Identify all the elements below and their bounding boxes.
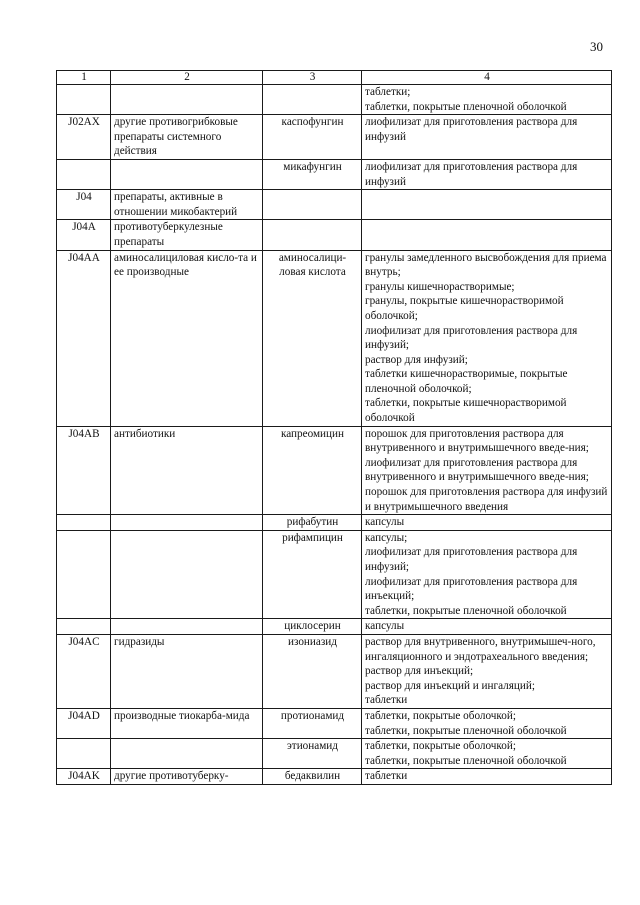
- dosage-form: таблетки, покрытые оболочкой;: [365, 740, 516, 753]
- dosage-form: раствор для инъекций;: [365, 665, 474, 678]
- drug-name-cell: бедаквилин: [263, 769, 362, 785]
- dosage-forms-cell: [362, 220, 612, 250]
- drug-name-cell: этионамид: [263, 739, 362, 769]
- drug-name-cell: протионамид: [263, 708, 362, 738]
- column-header-4: 4: [362, 71, 612, 85]
- atc-code-cell: [57, 530, 111, 619]
- drug-group-cell: [111, 159, 263, 189]
- drug-group-cell: другие противогрибковые препараты системного действия: [111, 115, 263, 160]
- atc-code-cell: J02AX: [57, 115, 111, 160]
- dosage-forms-cell: [362, 530, 612, 619]
- atc-code-cell: J04AK: [57, 769, 111, 785]
- dosage-form: гранулы, покрытые кишечнорастворимой оболочкой;: [365, 295, 564, 322]
- atc-code-cell: J04AB: [57, 426, 111, 515]
- dosage-form: лиофилизат для приготовления раствора для инфузий;: [365, 546, 578, 573]
- dosage-form: таблетки, покрытые пленочной оболочкой: [365, 724, 567, 737]
- dosage-forms-cell: [362, 515, 612, 531]
- dosage-form: лиофилизат для приготовления раствора для инфузий: [365, 116, 578, 143]
- atc-code-cell: J04AD: [57, 708, 111, 738]
- drug-group-cell: [111, 739, 263, 769]
- drug-name-cell: [263, 85, 362, 115]
- dosage-form: порошок для приготовления раствора для инфузий и внутримышечного введения: [365, 486, 608, 513]
- atc-code-cell: J04A: [57, 220, 111, 250]
- dosage-form: таблетки, покрытые кишечнорастворимой оболочкой: [365, 397, 567, 425]
- drug-name-cell: каспофунгин: [263, 115, 362, 160]
- dosage-forms-cell: [362, 739, 612, 769]
- dosage-form: таблетки, покрытые оболочкой;: [365, 709, 516, 722]
- table-header-row: [57, 71, 612, 85]
- dosage-forms-cell: [362, 426, 612, 515]
- table-row: [57, 115, 612, 160]
- column-header-3: 3: [263, 71, 362, 85]
- table-row: [57, 515, 612, 531]
- dosage-form: лиофилизат для приготовления раствора для инфузий;: [365, 324, 578, 352]
- dosage-forms-cell: [362, 619, 612, 635]
- drug-name-cell: [263, 220, 362, 250]
- drug-group-cell: [111, 515, 263, 531]
- table-row: [57, 634, 612, 708]
- drug-group-cell: [111, 619, 263, 635]
- drug-table: [56, 70, 612, 785]
- table-row: [57, 426, 612, 515]
- dosage-form: лиофилизат для приготовления раствора для внутривенного и внутримышечного введе-ния;: [365, 456, 589, 484]
- drug-name-cell: [263, 190, 362, 220]
- drug-group-cell: производные тиокарба-мида: [111, 708, 263, 738]
- drug-group-cell: гидразиды: [111, 634, 263, 708]
- dosage-form: лиофилизат для приготовления раствора для инъекций;: [365, 575, 578, 603]
- atc-code-cell: J04AC: [57, 634, 111, 708]
- dosage-form: таблетки, покрытые пленочной оболочкой: [365, 754, 567, 767]
- dosage-forms-cell: [362, 159, 612, 189]
- dosage-form: гранулы кишечнорастворимые;: [365, 280, 515, 293]
- dosage-form: таблетки, покрытые пленочной оболочкой: [365, 100, 567, 113]
- dosage-form: капсулы: [365, 516, 405, 529]
- dosage-form: капсулы: [365, 620, 405, 633]
- dosage-form: таблетки кишечнорастворимые, покрытые пленочной оболочкой;: [365, 368, 568, 395]
- drug-group-cell: [111, 530, 263, 619]
- atc-code-cell: J04: [57, 190, 111, 220]
- dosage-form: таблетки: [365, 770, 408, 783]
- dosage-forms-cell: [362, 85, 612, 115]
- dosage-form: таблетки: [365, 694, 408, 707]
- drug-name-cell: циклосерин: [263, 619, 362, 635]
- dosage-forms-cell: [362, 250, 612, 426]
- dosage-forms-cell: [362, 115, 612, 160]
- drug-group-cell: [111, 85, 263, 115]
- table-row: [57, 619, 612, 635]
- atc-code-cell: [57, 619, 111, 635]
- dosage-form: гранулы замедленного высвобождения для приема внутрь;: [365, 251, 607, 279]
- page-number: 30: [590, 39, 603, 54]
- dosage-form: таблетки, покрытые пленочной оболочкой: [365, 604, 567, 617]
- drug-name-cell: капреомицин: [263, 426, 362, 515]
- atc-code-cell: [57, 739, 111, 769]
- dosage-forms-cell: [362, 708, 612, 738]
- drug-group-cell: аминосалициловая кисло-та и ее производные: [111, 250, 263, 426]
- atc-code-cell: [57, 159, 111, 189]
- table-row: [57, 739, 612, 769]
- dosage-form: лиофилизат для приготовления раствора для инфузий: [365, 160, 578, 188]
- dosage-form: раствор для инъекций и ингаляций;: [365, 679, 535, 692]
- drug-group-cell: препараты, активные в отношении микобактерий: [111, 190, 263, 220]
- dosage-form: капсулы;: [365, 531, 408, 544]
- drug-group-cell: другие противотуберку-: [111, 769, 263, 785]
- table-row: [57, 220, 612, 250]
- table-row: [57, 159, 612, 189]
- dosage-forms-cell: [362, 769, 612, 785]
- table-row: [57, 530, 612, 619]
- drug-name-cell: рифампицин: [263, 530, 362, 619]
- dosage-forms-cell: [362, 634, 612, 708]
- table-body: [57, 85, 612, 785]
- dosage-form: раствор для внутривенного, внутримышеч-ного, ингаляционного и эндотрахеального введения;: [365, 635, 596, 663]
- table-row: [57, 85, 612, 115]
- dosage-form: порошок для приготовления раствора для внутривенного и внутримышечного введе-ния;: [365, 427, 589, 455]
- drug-name-cell: рифабутин: [263, 515, 362, 531]
- drug-group-cell: противотуберкулезные препараты: [111, 220, 263, 250]
- table-row: [57, 250, 612, 426]
- dosage-forms-cell: [362, 190, 612, 220]
- atc-code-cell: [57, 515, 111, 531]
- atc-code-cell: J04AA: [57, 250, 111, 426]
- column-header-2: 2: [111, 71, 263, 85]
- dosage-form: раствор для инфузий;: [365, 353, 468, 366]
- atc-code-cell: [57, 85, 111, 115]
- drug-group-cell: антибиотики: [111, 426, 263, 515]
- dosage-form: таблетки;: [365, 86, 411, 98]
- column-header-1: 1: [57, 71, 111, 85]
- drug-name-cell: микафунгин: [263, 159, 362, 189]
- table-row: [57, 769, 612, 785]
- table-row: [57, 708, 612, 738]
- table-row: [57, 190, 612, 220]
- drug-name-cell: изониазид: [263, 634, 362, 708]
- drug-name-cell: аминосалици-ловая кислота: [263, 250, 362, 426]
